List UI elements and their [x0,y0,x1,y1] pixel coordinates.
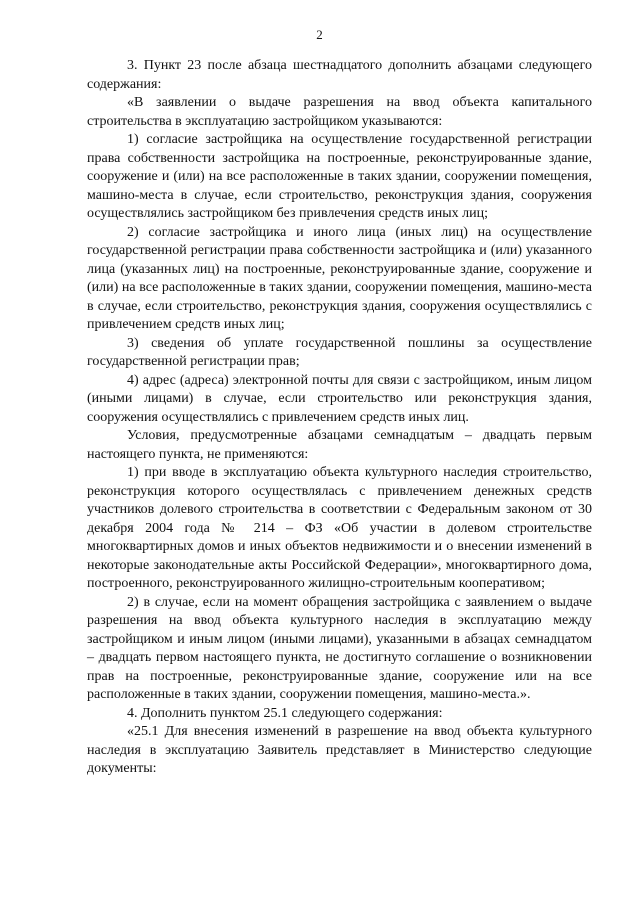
paragraph-item-4-intro: 4. Дополнить пунктом 25.1 следующего содержания: [127,705,443,721]
paragraph-exception-no-agreement: 2) в случае, если на момент обращения застройщика с заявлением о выдаче разрешения на ввод объекта культурного наследия в эксплуатацию между застройщиком и иным лицом (иными лицами), указанными в абзацах семнадцатом – двадцать первом настоящего пункта, не достигнуто соглашение о возникновении прав на построенные, реконструированные здание, сооружение или на все расположенные в таких здании, сооружении помещения, машино-места.». [87,594,592,702]
paragraph-conditions-not-applied: Условия, предусмотренные абзацами семнадцатым – двадцать первым настоящего пункта, не применяются: [87,428,592,462]
paragraph-application-intro: «В заявлении о выдаче разрешения на ввод объекта капитального строительства в эксплуатацию застройщиком указываются: [87,95,592,129]
page-number: 2 [316,27,323,42]
paragraph-item-3-intro: 3. Пункт 23 после абзаца шестнадцатого дополнить абзацами следующего содержания: [87,58,592,92]
paragraph-email-address: 4) адрес (адреса) электронной почты для связи с застройщиком, иным лицом (иными лицами) в случае, если строительство или реконструкция здания, сооружения осуществлялись с привлечением средств иных лиц. [87,372,592,425]
paragraph-consent-developer: 1) согласие застройщика на осуществление государственной регистрации права собственности застройщика на построенные, реконструированные здание, сооружение и (или) на все расположенные в таких здании, сооружении помещения, машино-места в случае, если строительство, реконструкция здания, сооружения осуществлялись застройщиком без привлечения средств иных лиц; [87,132,592,221]
paragraph-state-fee: 3) сведения об уплате государственной пошлины за осуществление государственной регистрации прав; [87,335,592,369]
paragraph-consent-developer-and-others: 2) согласие застройщика и иного лица (иных лиц) на осуществление государственной регистрации права собственности застройщика и (или) указанного лица (указанных лиц) на построенные, реконструированные здание, сооружение и (или) на все расположенные в таких здании, сооружении помещения, машино-места в случае, если строительство, реконструкция здания, сооружения осуществлялись с привлечением средств иных лиц; [87,224,592,332]
document-body [87,57,592,779]
paragraph-exception-cultural-heritage: 1) при вводе в эксплуатацию объекта культурного наследия строительство, реконструкция которого осуществлялась с привлечением денежных средств участников долевого строительства в соответствии с Федеральным законом от 30 декабря 2004 года № 214 – ФЗ «Об участии в долевом строительстве многоквартирных домов и иных объектов недвижимости и о внесении изменений в некоторые законодательные акты Российской Федерации», многоквартирного дома, построенного, реконструированного жилищно-строительным кооперативом; [87,465,592,591]
paragraph-clause-25-1: «25.1 Для внесения изменений в разрешение на ввод объекта культурного наследия в эксплуатацию Заявитель представляет в Министерство следующие документы: [87,724,592,776]
